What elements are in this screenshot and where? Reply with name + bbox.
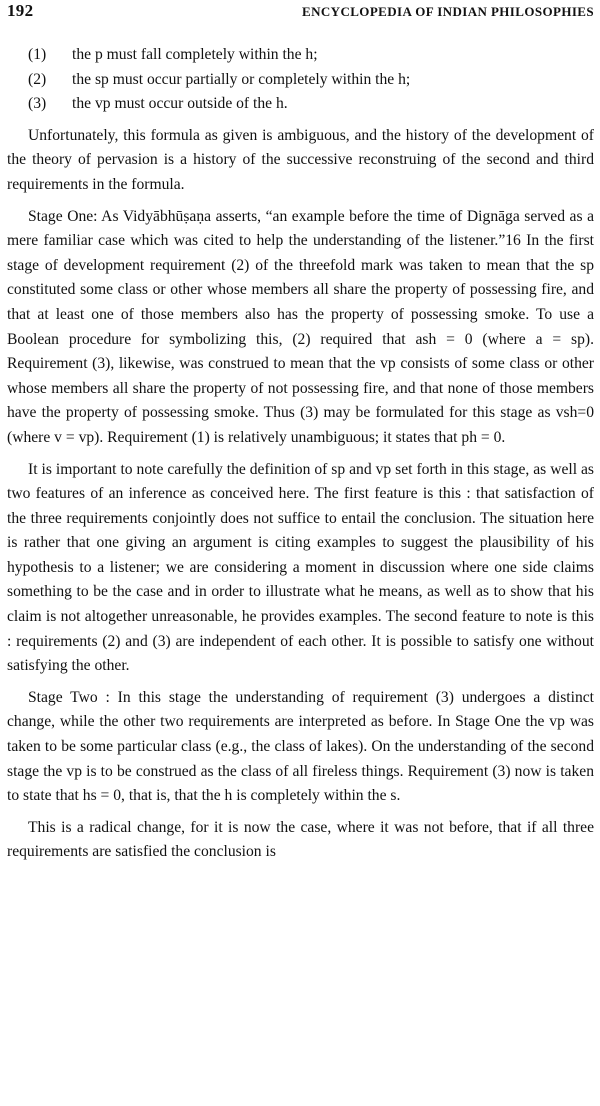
list-number: (2) <box>28 70 47 88</box>
body-paragraph: This is a radical change, for it is now the case, where it was not before, that if all three requirements are satisfied the conclusion is <box>7 818 594 861</box>
list-number: (1) <box>28 46 47 63</box>
body-paragraph: It is important to note carefully the definition of sp and vp set forth in this stage, as well as two features of an inference as conceived here. The first feature is this : that satisfaction of the three requirements conjointly does not suffice to entail the conclusion. The situation here is rather that one giving an argument is citing examples to suggest the plausibility of his hypothesis to a listener; we are considering a moment in discussion where one side claims something to be the case and in order to illustrate what he means, as well as to show that his claim is not altogether unreasonable, he provides examples. The second feature to note is this : requirements (2) and (3) are independent of each other. It is possible to satisfy one without satisfying the other. <box>7 460 594 675</box>
list-item <box>28 92 594 117</box>
running-head: ENCYCLOPEDIA OF INDIAN PHILOSOPHIES <box>302 4 594 19</box>
list-text: the p must fall completely within the h; <box>72 46 318 63</box>
requirements-list <box>28 43 594 117</box>
body-paragraph: Stage One: As Vidyābhūṣaṇa asserts, “an example before the time of Dignāga served as a mere familiar case which was cited to help the understanding of the listener.”16 In the first stage of development requirement (2) of the threefold mark was taken to mean that the sp constituted some class or other whose members all share the property of possessing fire, and that at least one of those members also has the property of possessing smoke. To use a Boolean procedure for symbolizing this, (2) required that ash = 0 (where a = sp). Requirement (3), likewise, was construed to mean that the vp consists of some class or other whose members all share the property of not possessing fire, and that none of those members have the property of possessing smoke. Thus (3) may be formulated for this stage as vsh=0 (where v = vp). Requirement (1) is relatively unambiguous; it states that ph = 0. <box>7 207 594 446</box>
list-item <box>28 68 594 93</box>
body-paragraph: Unfortunately, this formula as given is ambiguous, and the history of the development of the theory of pervasion is a history of the successive reconstruing of the second and third requirements in the formula. <box>7 126 594 193</box>
page-number: 192 <box>7 1 34 20</box>
list-number: (3) <box>28 95 47 113</box>
list-item <box>28 43 594 68</box>
list-text: the sp must occur partially or completely within the h; <box>72 70 411 88</box>
page-header <box>7 0 594 23</box>
body-paragraph: Stage Two : In this stage the understanding of requirement (3) undergoes a distinct change, while the other two requirements are interpreted as before. In Stage One the vp was taken to be some particular class (e.g., the class of lakes). On the understanding of the second stage the vp is to be construed as the class of all fireless things. Requirement (3) now is taken to state that hs = 0, that is, that the h is completely within the s. <box>7 688 594 805</box>
list-text: the vp must occur outside of the h. <box>72 95 288 113</box>
